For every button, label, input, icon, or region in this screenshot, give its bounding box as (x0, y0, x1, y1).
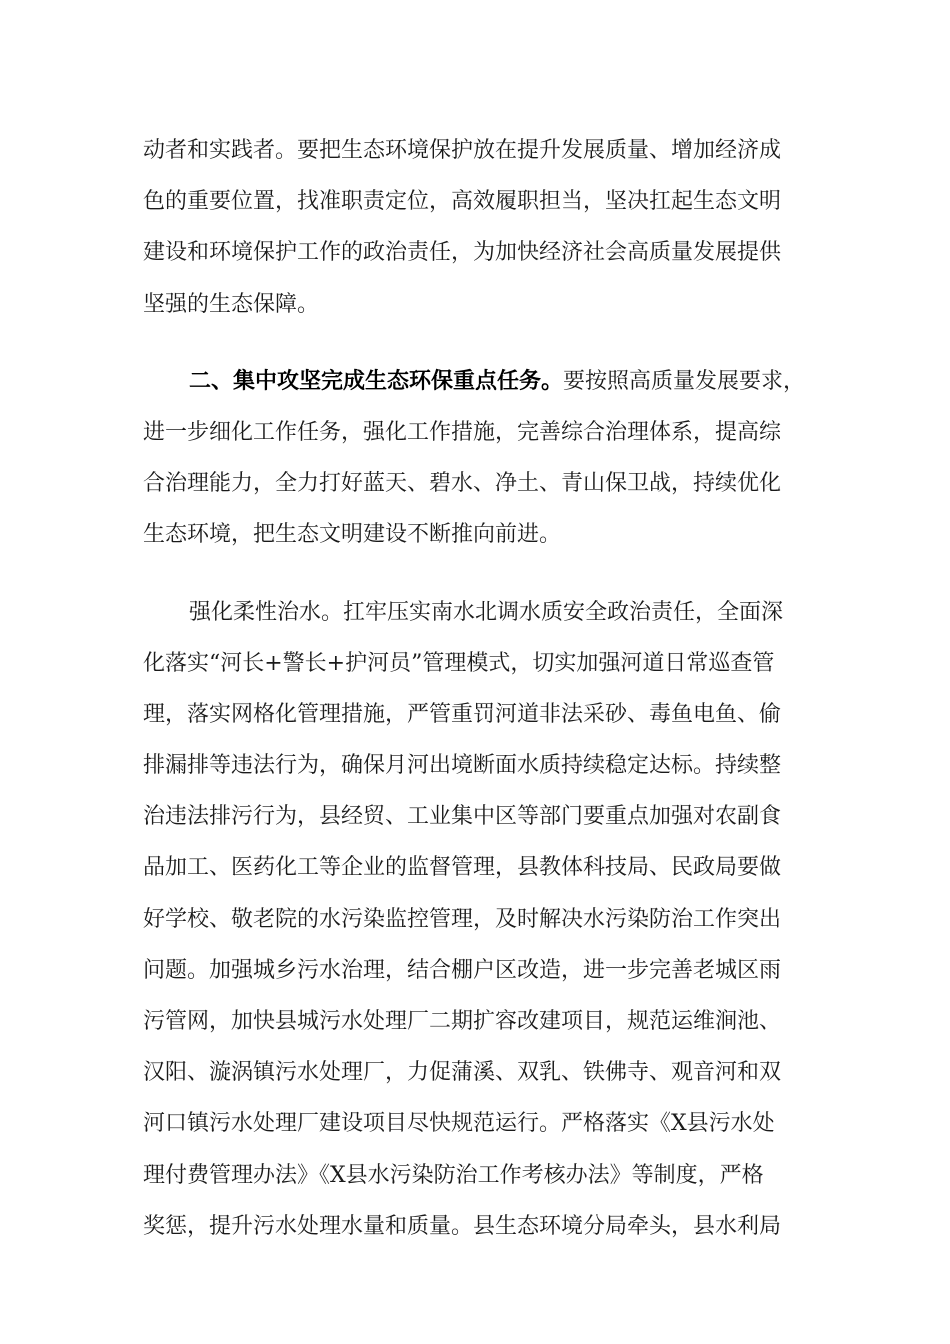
section-heading: 二、集中攻坚完成生态环保重点任务。 (189, 367, 564, 394)
text-line: 品加工、医药化工等企业的监督管理，县教体科技局、民政局要做 (143, 855, 782, 881)
text-line: 河口镇污水处理厂建设项目尽快规范运行。严格落实《X县污水处 (143, 1111, 775, 1137)
document-body (143, 125, 833, 1252)
text-line: 色的重要位置，找准职责定位，高效履职担当，坚决扛起生态文明 (143, 189, 782, 215)
paragraph-1 (143, 125, 833, 330)
text-line: 强化柔性治水。扛牢压实南水北调水质安全政治责任，全面深 (189, 599, 784, 625)
text-line: 理付费管理办法》《X县水污染防治工作考核办法》等制度，严格 (143, 1162, 764, 1188)
text-line: 理，落实网格化管理措施，严管重罚河道非法采砂、毒鱼电鱼、偷 (143, 701, 782, 727)
paragraph-spacer (143, 330, 833, 356)
text-line: 建设和环境保护工作的政治责任，为加快经济社会高质量发展提供 (143, 240, 782, 266)
text-line: 排漏排等违法行为，确保月河出境断面水质持续稳定达标。持续整 (143, 753, 782, 779)
text-line: 化落实“河长+警长+护河员”管理模式，切实加强河道日常巡查管 (143, 650, 775, 676)
text-line: 生态环境，把生态文明建设不断推向前进。 (143, 522, 562, 548)
paragraph-2 (143, 356, 833, 561)
paragraph-3 (143, 587, 833, 1252)
text-line: 汉阳、漩涡镇污水处理厂，力促蒲溪、双乳、铁佛寺、观音河和双 (143, 1060, 782, 1086)
text-line: 污管网，加快县城污水处理厂二期扩容改建项目，规范运维涧池、 (143, 1009, 782, 1034)
text-line: 好学校、敬老院的水污染监控管理，及时解决水污染防治工作突出 (143, 906, 782, 932)
heading-line-rest: 要按照高质量发展要求， (563, 368, 806, 394)
text-line: 问题。加强城乡污水治理，结合棚户区改造，进一步完善老城区雨 (143, 957, 782, 983)
text-line: 坚强的生态保障。 (143, 291, 320, 317)
text-line: 奖惩，提升污水处理水量和质量。县生态环境分局牵头，县水利局 (143, 1213, 782, 1239)
text-line: 合治理能力，全力打好蓝天、碧水、净土、青山保卫战，持续优化 (143, 471, 782, 497)
text-line: 治违法排污行为，县经贸、工业集中区等部门要重点加强对农副食 (143, 804, 782, 830)
text-line: 进一步细化工作任务，强化工作措施，完善综合治理体系，提高综 (143, 419, 782, 445)
paragraph-spacer (143, 561, 833, 587)
text-line: 动者和实践者。要把生态环境保护放在提升发展质量、增加经济成 (143, 138, 782, 163)
text-line (143, 356, 833, 407)
